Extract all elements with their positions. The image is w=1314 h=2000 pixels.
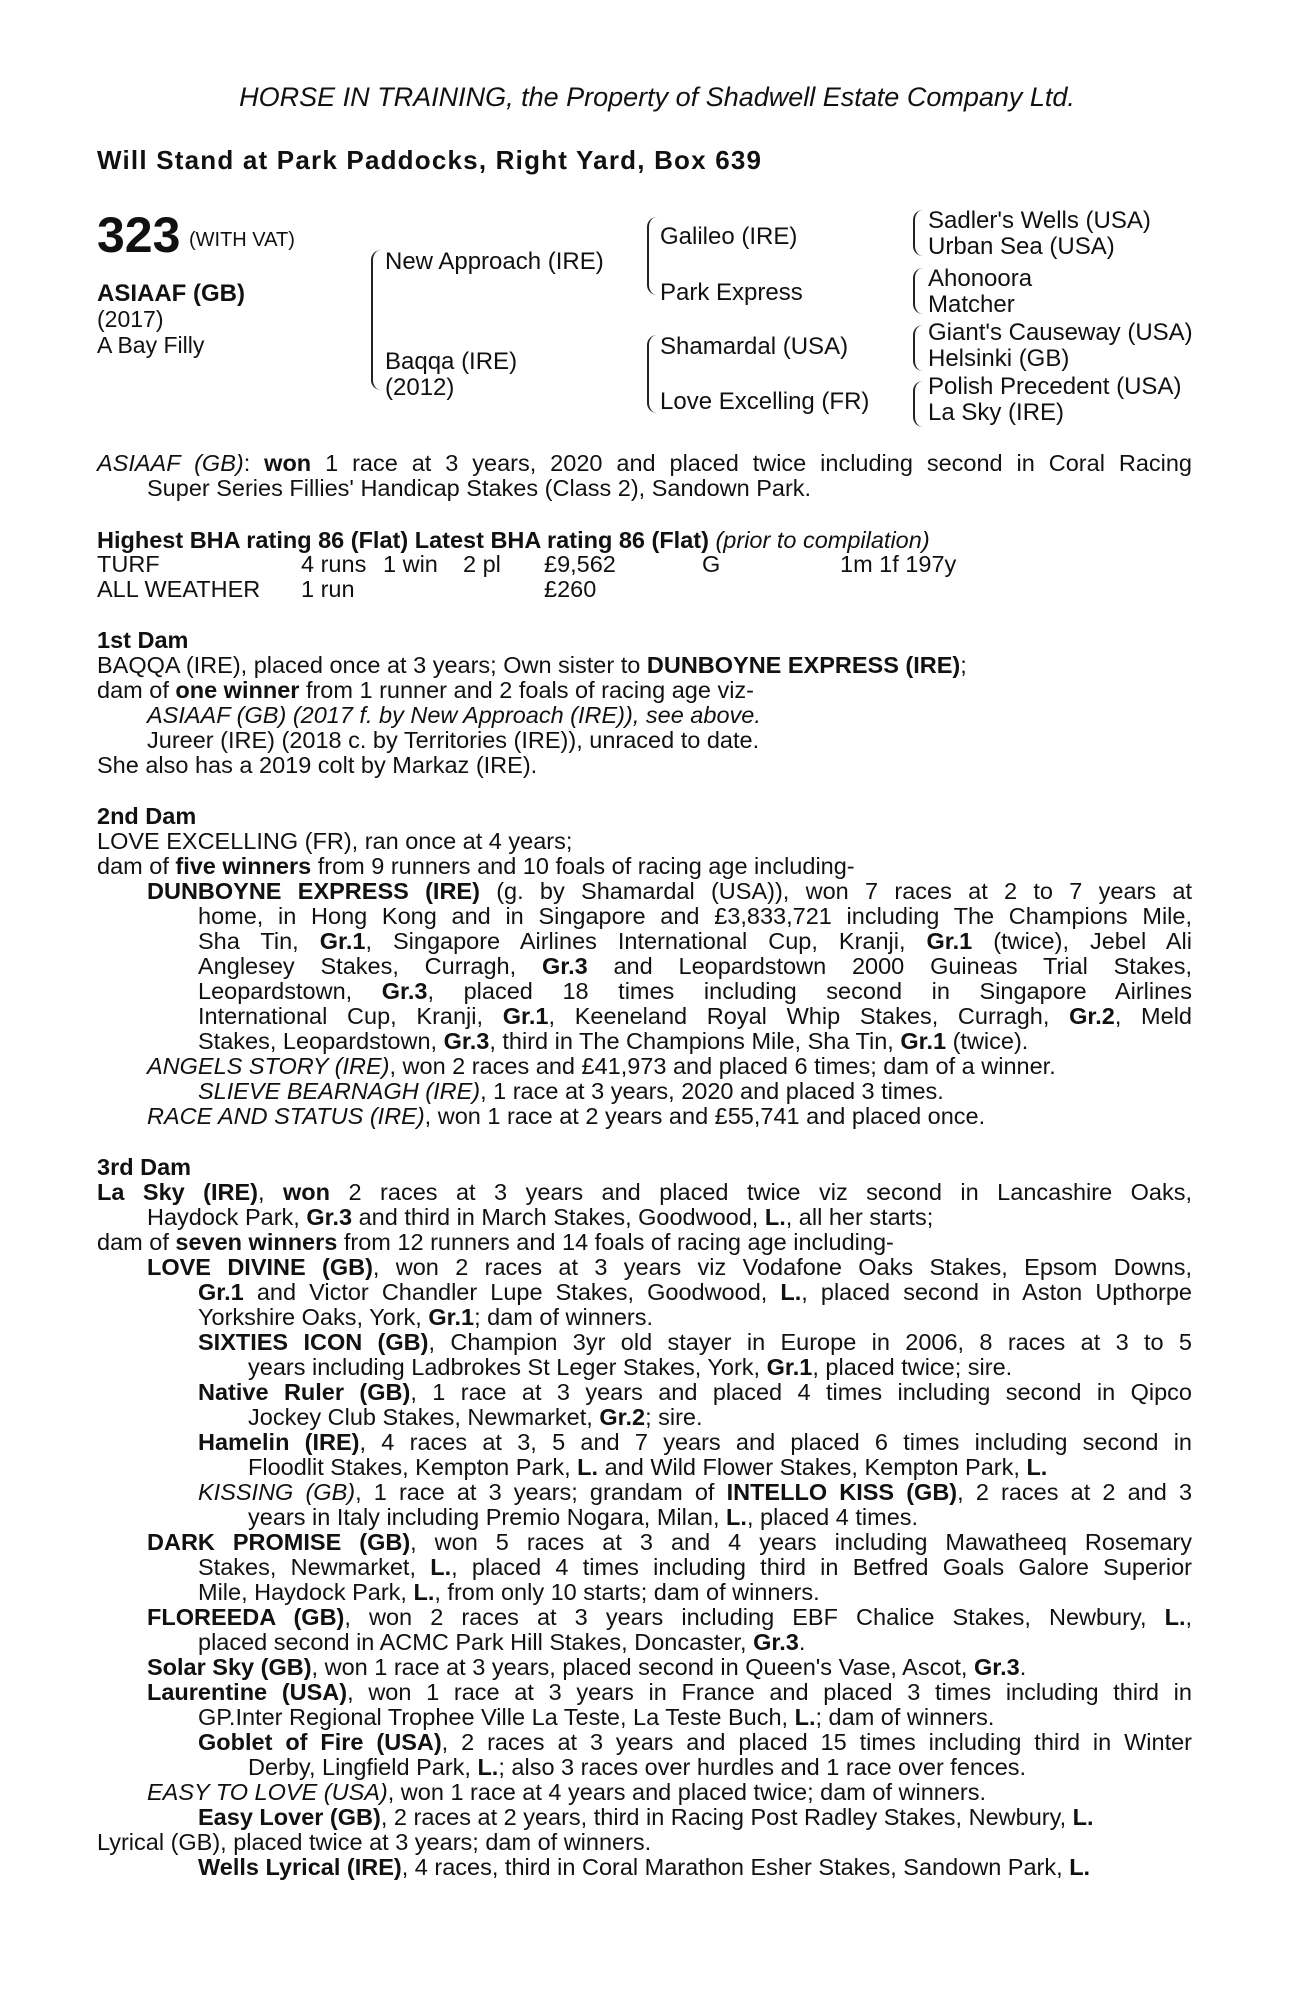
produce-line: Sha Tin, Gr.1, Singapore Airlines International Cup, Kranji, Gr.1 (twice), Jebel Ali <box>198 928 1192 954</box>
vat-note: (WITH VAT) <box>189 229 295 251</box>
produce-line: LOVE DIVINE (GB), won 2 races at 3 years viz Vodafone Oaks Stakes, Epsom Downs, <box>147 1254 1192 1280</box>
dam-dam: Love Excelling (FR) <box>660 388 870 415</box>
produce-line: Wells Lyrical (IRE), 4 races, third in Coral Marathon Esher Stakes, Sandown Park, L. <box>198 1854 1091 1880</box>
dam-dam-sire: Polish Precedent (USA) <box>928 373 1182 400</box>
produce-line: Yorkshire Oaks, York, Gr.1; dam of winners. <box>198 1304 654 1330</box>
section-heading: 2nd Dam <box>97 803 197 829</box>
sire-dam-sire: Ahonoora <box>928 265 1033 292</box>
dam-line: Haydock Park, Gr.3 and third in March Stakes, Goodwood, L., all her starts; <box>147 1204 934 1230</box>
brace <box>913 325 924 371</box>
produce-line: GP.Inter Regional Trophee Ville La Teste, La Teste Buch, L.; dam of winners. <box>198 1704 995 1730</box>
dam-line: dam of seven winners from 12 runners and 14 foals of racing age including- <box>97 1229 894 1255</box>
sire-sire-sire: Sadler's Wells (USA) <box>928 207 1151 234</box>
produce-line: Anglesey Stakes, Curragh, Gr.3 and Leopardstown 2000 Guineas Trial Stakes, <box>198 953 1193 979</box>
foaling-year: (2017) <box>97 306 164 332</box>
lot-number: 323 <box>97 207 181 263</box>
produce-line: ASIAAF (GB) (2017 f. by New Approach (IRE)), see above. <box>147 702 761 728</box>
produce-line: Derby, Lingfield Park, L.; also 3 races over hurdles and 1 race over fences. <box>248 1754 1027 1780</box>
dam-line: La Sky (IRE), won 2 races at 3 years and placed twice viz second in Lancashire Oaks, <box>97 1179 1192 1205</box>
produce-line: SLIEVE BEARNAGH (IRE), 1 race at 3 years, 2020 and placed 3 times. <box>198 1078 944 1104</box>
dam-line: dam of one winner from 1 runner and 2 foals of racing age viz- <box>97 677 754 703</box>
produce-line: placed second in ACMC Park Hill Stakes, Doncaster, Gr.3. <box>198 1629 806 1655</box>
rating-heading: Highest BHA rating 86 (Flat) Latest BHA rating 86 (Flat) (prior to compilation) <box>97 527 930 553</box>
sire-sire: Galileo (IRE) <box>660 223 798 250</box>
section-heading: 1st Dam <box>97 627 189 653</box>
produce-line: Stakes, Leopardstown, Gr.3, third in The Champions Mile, Sha Tin, Gr.1 (twice). <box>198 1028 1029 1054</box>
produce-line: home, in Hong Kong and in Singapore and £3,833,721 including The Champions Mile, <box>198 903 1192 929</box>
sire-dam: Park Express <box>660 279 803 306</box>
produce-line: Native Ruler (GB), 1 race at 3 years and placed 4 times including second in Qipco <box>198 1379 1192 1405</box>
dam-line: dam of five winners from 9 runners and 10 foals of racing age including- <box>97 853 855 879</box>
brace <box>647 217 658 295</box>
dam-year: (2012) <box>385 374 455 401</box>
horse-description: A Bay Filly <box>97 332 205 358</box>
horse-name: ASIAAF (GB) <box>97 280 245 307</box>
produce-line: years in Italy including Premio Nogara, Milan, L., placed 4 times. <box>248 1504 919 1530</box>
dam-sire: Shamardal (USA) <box>660 333 849 360</box>
stand-location: Will Stand at Park Paddocks, Right Yard, Box 639 <box>97 145 763 175</box>
dam: Baqqa (IRE) <box>385 348 518 375</box>
brace <box>647 335 658 413</box>
produce-line: SIXTIES ICON (GB), Champion 3yr old stayer in Europe in 2006, 8 races at 3 to 5 <box>198 1329 1193 1355</box>
produce-line: EASY TO LOVE (USA), won 1 race at 4 years and placed twice; dam of winners. <box>147 1779 987 1805</box>
brace <box>371 250 382 390</box>
produce-line: DUNBOYNE EXPRESS (IRE) (g. by Shamardal (USA)), won 7 races at 2 to 7 years at <box>147 878 1192 904</box>
sire: New Approach (IRE) <box>385 248 604 275</box>
produce-line: FLOREEDA (GB), won 2 races at 3 years including EBF Chalice Stakes, Newbury, L., <box>147 1604 1193 1630</box>
dam-line: BAQQA (IRE), placed once at 3 years; Own sister to DUNBOYNE EXPRESS (IRE); <box>97 652 967 678</box>
race-summary-line: Super Series Fillies' Handicap Stakes (Class 2), Sandown Park. <box>147 475 812 501</box>
produce-line: years including Ladbrokes St Leger Stakes, York, Gr.1, placed twice; sire. <box>248 1354 1013 1380</box>
section-heading: 3rd Dam <box>97 1154 192 1180</box>
produce-line: Gr.1 and Victor Chandler Lupe Stakes, Goodwood, L., placed second in Aston Upthorpe <box>198 1279 1192 1305</box>
brace <box>913 268 924 314</box>
sire-sire-dam: Urban Sea (USA) <box>928 233 1115 260</box>
produce-line: ANGELS STORY (IRE), won 2 races and £41,973 and placed 6 times; dam of a winner. <box>147 1053 1056 1079</box>
produce-line: RACE AND STATUS (IRE), won 1 race at 2 years and £55,741 and placed once. <box>147 1103 986 1129</box>
produce-line: Mile, Haydock Park, L., from only 10 starts; dam of winners. <box>198 1579 820 1605</box>
dam-dam-dam: La Sky (IRE) <box>928 399 1065 426</box>
produce-line: Goblet of Fire (USA), 2 races at 3 years and placed 15 times including third in Winter <box>198 1729 1192 1755</box>
produce-line: KISSING (GB), 1 race at 3 years; grandam of INTELLO KISS (GB), 2 races at 2 and 3 <box>198 1479 1193 1505</box>
produce-line: Jureer (IRE) (2018 c. by Territories (IRE)), unraced to date. <box>147 727 760 753</box>
dam-sire-sire: Giant's Causeway (USA) <box>928 319 1193 346</box>
produce-line: Jockey Club Stakes, Newmarket, Gr.2; sire. <box>248 1404 703 1430</box>
race-summary-line: ASIAAF (GB): won 1 race at 3 years, 2020 and placed twice including second in Coral Racing <box>97 450 1193 476</box>
produce-line: She also has a 2019 colt by Markaz (IRE). <box>97 752 538 778</box>
brace <box>913 210 924 256</box>
produce-line: DARK PROMISE (GB), won 5 races at 3 and 4 years including Mawatheeq Rosemary <box>147 1529 1192 1555</box>
produce-line: Easy Lover (GB), 2 races at 2 years, third in Racing Post Radley Stakes, Newbury, L. <box>198 1804 1094 1830</box>
produce-line: Lyrical (GB), placed twice at 3 years; dam of winners. <box>97 1829 652 1855</box>
dam-line: LOVE EXCELLING (FR), ran once at 4 years; <box>97 828 573 854</box>
produce-line: International Cup, Kranji, Gr.1, Keeneland Royal Whip Stakes, Curragh, Gr.2, Meld <box>198 1003 1192 1029</box>
catalogue-heading: HORSE IN TRAINING, the Property of Shadwell Estate Company Ltd. <box>239 82 1075 112</box>
produce-line: Floodlit Stakes, Kempton Park, L. and Wild Flower Stakes, Kempton Park, L. <box>248 1454 1048 1480</box>
sire-dam-dam: Matcher <box>928 291 1015 318</box>
dam-sire-dam: Helsinki (GB) <box>928 345 1070 372</box>
produce-line: Stakes, Newmarket, L., placed 4 times including third in Betfred Goals Galore Superior <box>198 1554 1192 1580</box>
produce-line: Leopardstown, Gr.3, placed 18 times including second in Singapore Airlines <box>198 978 1192 1004</box>
produce-line: Hamelin (IRE), 4 races at 3, 5 and 7 years and placed 6 times including second in <box>198 1429 1192 1455</box>
brace <box>913 381 924 427</box>
produce-line: Solar Sky (GB), won 1 race at 3 years, placed second in Queen's Vase, Ascot, Gr.3. <box>147 1654 1027 1680</box>
produce-line: Laurentine (USA), won 1 race at 3 years in France and placed 3 times including third in <box>147 1679 1192 1705</box>
